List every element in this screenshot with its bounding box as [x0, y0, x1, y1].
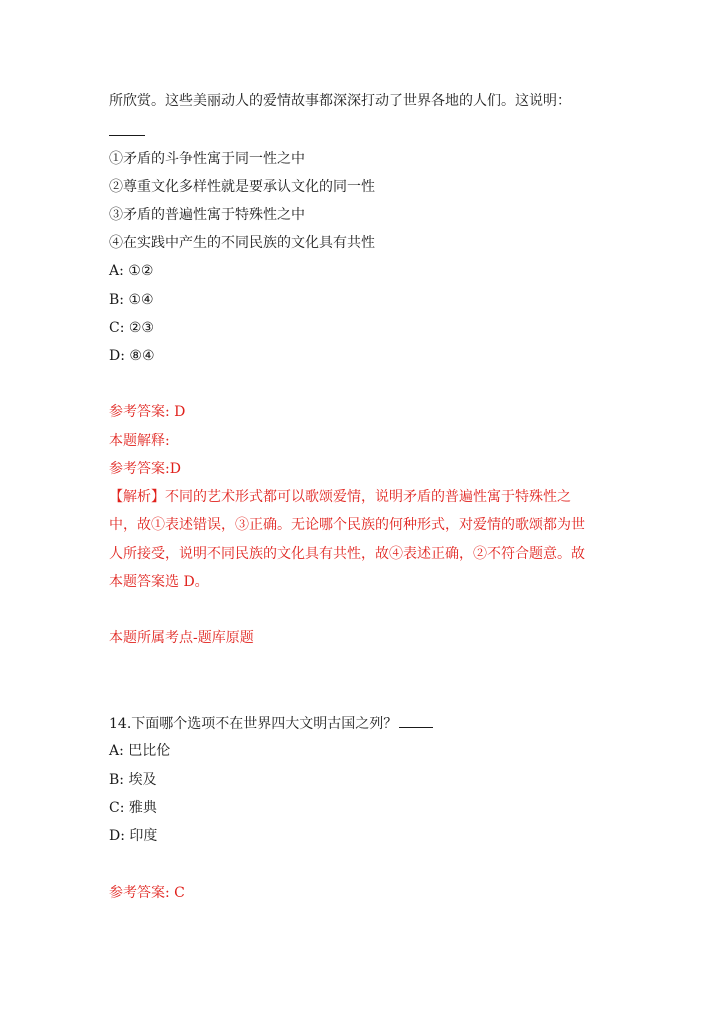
q13-analysis-line-3: 人所接受，说明不同民族的文化具有共性，故④表述正确，②不符合题意。故 [109, 546, 585, 562]
q14-stem-row [109, 714, 433, 733]
q13-option-a: A: ①② [109, 263, 154, 279]
q13-statement-4: ④在实践中产生的不同民族的文化具有共性 [109, 235, 375, 251]
q13-analysis-line-2: 中，故①表述错误，③正确。无论哪个民族的何种形式，对爱情的歌颂都为世 [109, 517, 585, 533]
q14-option-c: C: 雅典 [109, 800, 157, 816]
q13-option-c: C: ②③ [109, 320, 154, 336]
q13-statement-1: ①矛盾的斗争性寓于同一性之中 [109, 151, 305, 167]
q13-statement-2: ②尊重文化多样性就是要承认文化的同一性 [109, 179, 375, 195]
q13-explain-title: 本题解释: [109, 433, 170, 449]
q14-answer-blank [399, 714, 433, 728]
q13-answer-again: 参考答案:D [109, 461, 181, 477]
q14-option-a: A: 巴比伦 [109, 743, 171, 759]
q13-analysis-line-4: 本题答案选 D。 [109, 574, 209, 590]
q13-category: 本题所属考点-题库原题 [109, 630, 254, 646]
q13-analysis-line-1: 【解析】不同的艺术形式都可以歌颂爱情，说明矛盾的普遍性寓于特殊性之 [109, 489, 571, 505]
q13-answer-blank [109, 135, 145, 136]
q14-answer: 参考答案: C [109, 885, 185, 901]
q13-option-d: D: ⑧④ [109, 348, 155, 364]
q14-option-b: B: 埃及 [109, 772, 157, 788]
q13-answer: 参考答案: D [109, 404, 186, 420]
q14-stem: 14.下面哪个选项不在世界四大文明古国之列？ [109, 716, 398, 732]
q13-statement-3: ③矛盾的普遍性寓于特殊性之中 [109, 207, 305, 223]
q13-stem-tail: 所欣赏。这些美丽动人的爱情故事都深深打动了世界各地的人们。这说明： [109, 93, 571, 109]
q13-option-b: B: ①④ [109, 292, 154, 308]
q14-option-d: D: 印度 [109, 828, 158, 844]
